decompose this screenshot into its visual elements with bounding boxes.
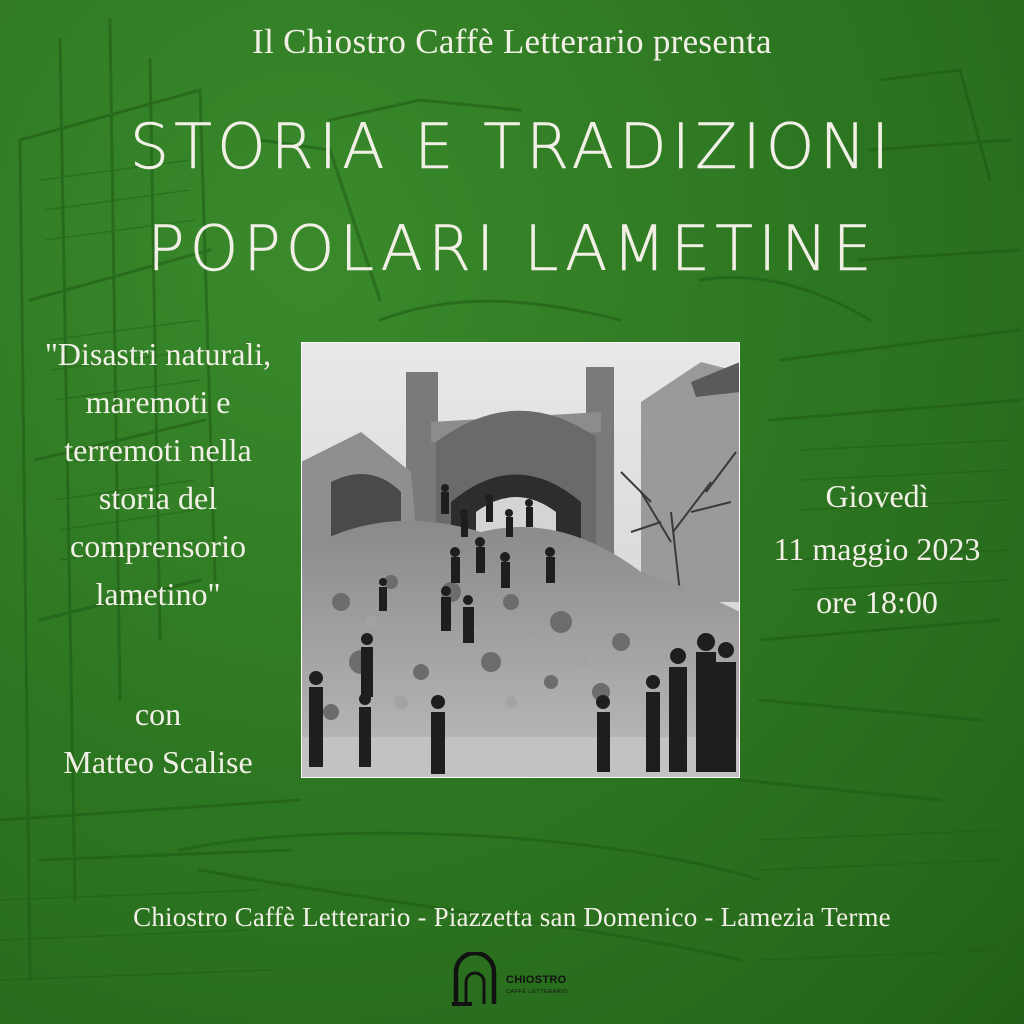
talk-title [10, 330, 306, 618]
logo-subtitle: CAFFÈ LETTERARIO [506, 989, 569, 995]
event-time: ore 18:00 [816, 584, 938, 620]
talk-title-line: comprensorio [70, 528, 246, 564]
talk-title-line: lametino" [95, 576, 221, 612]
historic-ruins-photo [301, 342, 740, 778]
event-date: 11 maggio 2023 [773, 531, 981, 567]
cloister-arch-icon [452, 952, 498, 1006]
title-line-1: STORIA E TRADIZIONI [129, 110, 895, 183]
talk-title-line: storia del [98, 480, 218, 516]
presenter-line: Il Chiostro Caffè Letterario presenta [252, 22, 772, 61]
event-date-block [742, 470, 1012, 629]
talk-title-line: "Disastri naturali, [44, 336, 272, 372]
speaker-prefix: con [134, 696, 182, 732]
event-day: Giovedì [825, 478, 929, 514]
chiostro-logo [452, 952, 582, 1006]
talk-title-line: terremoti nella [64, 432, 252, 468]
speaker-block [10, 690, 306, 786]
venue-address: Chiostro Caffè Letterario - Piazzetta san Domenico - Lamezia Terme [133, 902, 891, 932]
ruins-photo-illustration [301, 342, 740, 778]
speaker-name: Matteo Scalise [63, 744, 253, 780]
title-line-2: POPOLARI LAMETINE [147, 212, 877, 285]
logo-name: CHIOSTRO [506, 974, 567, 986]
talk-title-line: maremoti e [85, 384, 231, 420]
